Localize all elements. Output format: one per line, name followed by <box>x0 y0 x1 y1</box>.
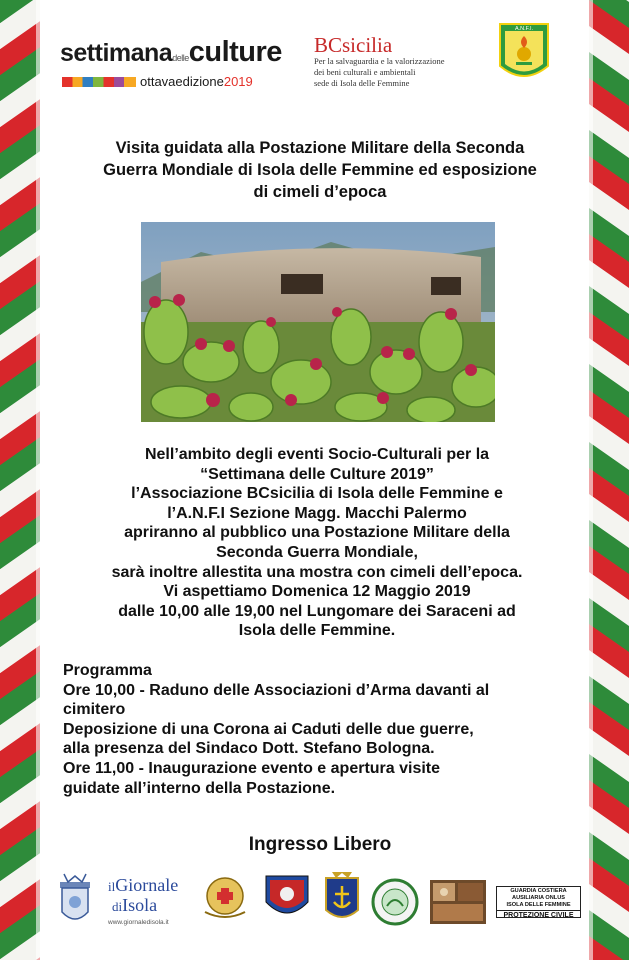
description-line: l’Associazione BCsicilia di Isola delle Femmine e <box>131 485 503 503</box>
gc-line-1: GUARDIA COSTIERA AUSILIARIA ONLUS <box>510 888 567 901</box>
event-description <box>52 445 582 641</box>
sdc-color-bars <box>62 77 136 87</box>
tricolor-ribbon-left <box>0 0 40 960</box>
vintage-photo-thumbnail <box>430 880 486 924</box>
sdc-edition: ottavaedizione <box>140 74 224 89</box>
description-line: apriranno al pubblico una Postazione Militare della <box>124 524 510 542</box>
title-line-3: di cimeli d’epoca <box>253 183 387 201</box>
bcsicilia-logo <box>314 34 474 89</box>
title-line-1: Visita guidata alla Postazione Militare della Seconda <box>115 139 525 157</box>
sdc-word-delle: delle <box>172 53 189 63</box>
giornale-name-1: Giornale <box>115 875 179 895</box>
navy-anchor-emblem-icon <box>322 870 362 924</box>
description-line: l’A.N.F.I Sezione Magg. Macchi Palermo <box>167 504 467 522</box>
shield-emblem-icon <box>262 872 312 926</box>
military-crest-icon <box>200 872 250 924</box>
gc-line-3: PROTEZIONE CIVILE <box>497 910 580 919</box>
bunker-photo <box>141 222 495 422</box>
header-logos <box>60 26 580 104</box>
anfi-badge-icon <box>498 22 550 86</box>
settimana-delle-culture-logo <box>60 36 282 98</box>
round-association-seal-icon <box>371 878 419 926</box>
event-title <box>60 137 580 203</box>
guardia-costiera-logo <box>496 886 581 918</box>
programma-line: alla presenza del Sindaco Dott. Stefano Bologna. <box>63 740 435 758</box>
bcs-line-3: sede di Isola delle Femmine <box>314 78 410 88</box>
programma-section <box>63 661 583 798</box>
sdc-year: 2019 <box>223 74 253 89</box>
giornale-name-2: Isola <box>122 895 158 915</box>
giornale-url: www.giornaledisola.it <box>108 919 169 926</box>
title-line-2: Guerra Mondiale di Isola delle Femmine ed esposizione <box>103 161 537 179</box>
il-giornale-di-isola-logo <box>108 876 198 926</box>
sdc-word-culture: culture <box>188 36 282 68</box>
description-line: Seconda Guerra Mondiale, <box>216 543 418 561</box>
giornale-di: di <box>112 899 123 914</box>
programma-line: Deposizione di una Corona ai Caduti delle due guerre, <box>63 720 474 738</box>
sdc-word-settimana: settimana <box>60 39 173 67</box>
programma-line: cimitero <box>63 701 126 719</box>
description-line: Isola delle Femmine. <box>238 622 396 640</box>
programma-heading: Programma <box>63 662 152 679</box>
description-line: sarà inoltre allestita una mostra con cimeli dell’epoca. <box>111 563 523 581</box>
description-line: dalle 10,00 alle 19,00 nel Lungomare dei Saraceni ad <box>118 602 516 620</box>
sponsor-logos-row <box>50 868 590 938</box>
description-line: “Settimana delle Culture 2019” <box>200 465 434 483</box>
giornale-il: il <box>108 879 116 894</box>
programma-line: Ore 11,00 - Inaugurazione evento e apertura visite <box>63 759 441 777</box>
bcs-name: BCsicilia <box>314 33 393 57</box>
tricolor-ribbon-right <box>589 0 629 960</box>
ingresso-libero: Ingresso Libero <box>248 834 392 855</box>
gc-line-2: ISOLA DELLE FEMMINE <box>506 902 571 908</box>
bcs-line-1: Per la salvaguardia e la valorizzazione <box>314 56 445 66</box>
programma-line: guidate all’interno della Postazione. <box>63 779 336 797</box>
isola-comune-crest-icon <box>54 872 96 928</box>
badge-label: A.N.F.I. <box>514 26 534 32</box>
description-line: Vi aspettiamo Domenica 12 Maggio 2019 <box>163 583 471 601</box>
bcs-line-2: dei beni culturali e ambientali <box>314 67 416 77</box>
programma-line: Ore 10,00 - Raduno delle Associazioni d’Arma davanti al <box>63 681 490 699</box>
description-line: Nell’ambito degli eventi Socio-Culturali per la <box>144 446 490 463</box>
